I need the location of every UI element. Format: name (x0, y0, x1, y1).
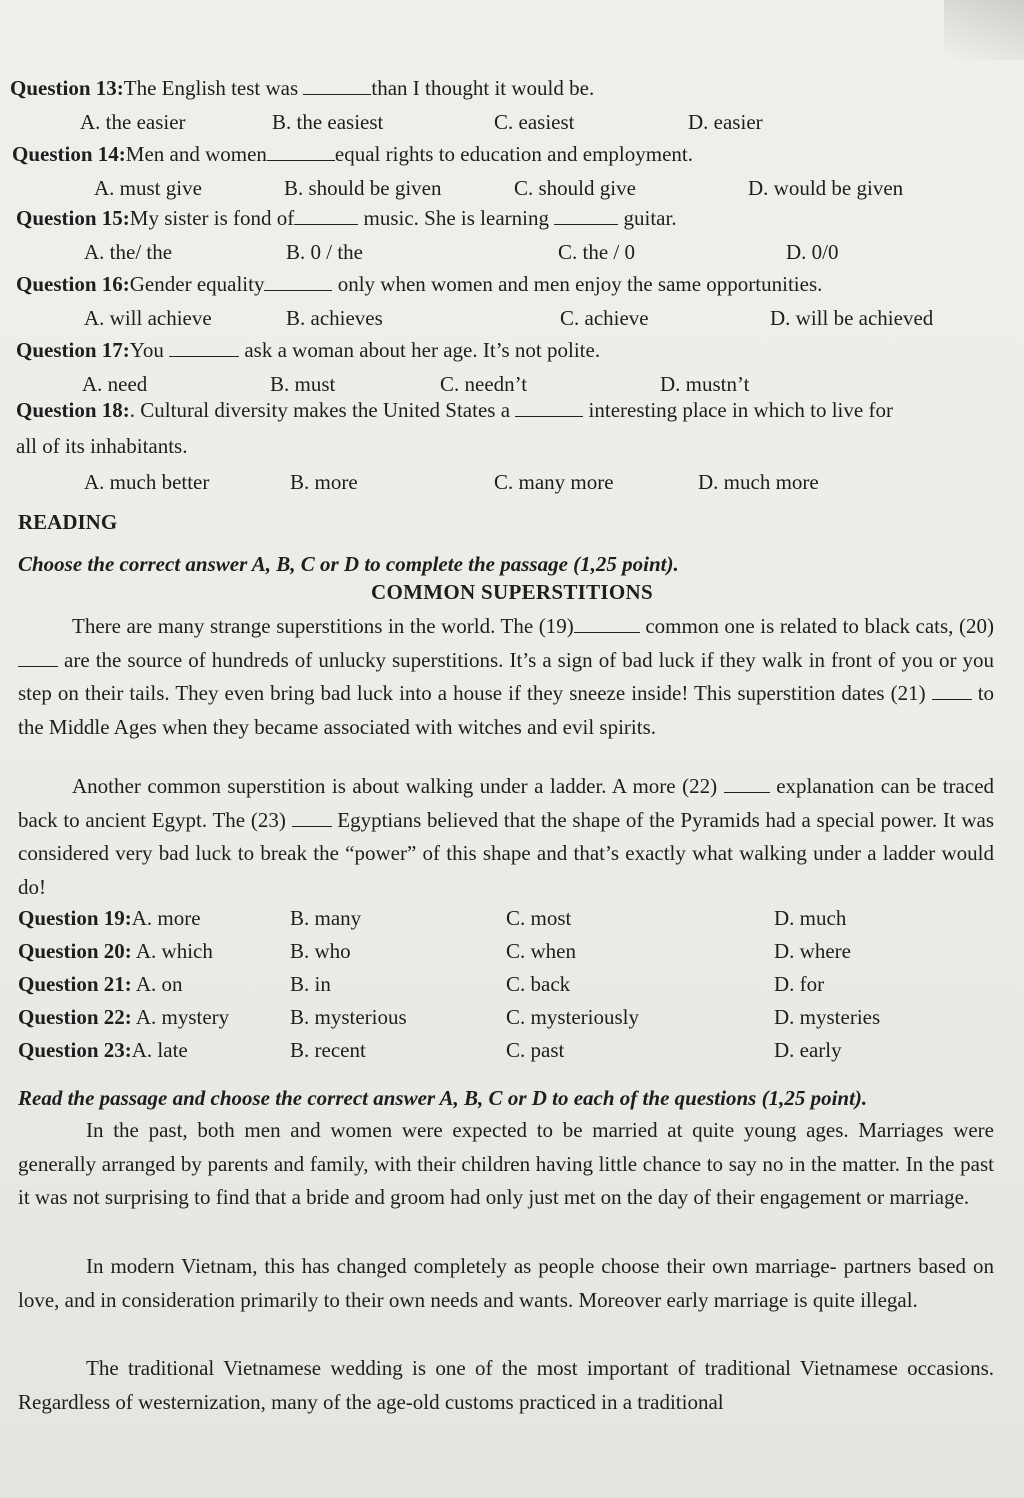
question-stem-pre: Gender equality (129, 272, 265, 296)
question-stem-post: music. She is learning (363, 206, 549, 230)
option-d[interactable]: D. mustn’t (660, 372, 750, 396)
option-c[interactable]: C. should give (514, 176, 636, 200)
option-c[interactable]: C. needn’t (440, 372, 528, 396)
option-a[interactable]: A. more (131, 906, 201, 930)
option-b[interactable]: B. mysterious (290, 1005, 407, 1029)
option-c[interactable]: C. past (506, 1038, 565, 1062)
passage2-paragraph-1: In the past, both men and women were expected to be married at quite young ages. Marriages were generally arranged by parents and family, with their children having little chance to say no in the matter. In the past it was not surprising to find that a bride and groom had only just met on the day of their engagement or marriage. (18, 1118, 994, 1209)
question-stem-pre: My sister is fond of (129, 206, 295, 230)
question-19: Question 19:A. more B. many C. most D. much (18, 906, 847, 930)
option-d[interactable]: D. where (774, 939, 851, 963)
blank-22 (724, 774, 770, 793)
option-c[interactable]: C. achieve (560, 306, 649, 330)
option-a[interactable]: A. late (131, 1038, 188, 1062)
question-14 (0, 140, 1024, 206)
option-b[interactable]: B. 0 / the (286, 240, 363, 264)
question-label: Question 15: (16, 206, 130, 230)
question-label: Question 14: (12, 142, 126, 166)
option-a[interactable]: A. need (82, 372, 148, 396)
question-stem-post: equal rights to education and employment. (334, 142, 693, 166)
option-d[interactable]: D. would be given (748, 176, 904, 200)
question-stem-pre: . Cultural diversity makes the United States a (129, 398, 511, 422)
option-d[interactable]: D. much (774, 906, 847, 930)
passage2-paragraph-2: In modern Vietnam, this has changed completely as people choose their own marriage- partners based on love, and in consideration primarily to their own needs and wants. Moreover early marriage is quite illegal. (18, 1254, 994, 1312)
options-row (0, 110, 1024, 140)
option-b[interactable]: B. recent (290, 1038, 366, 1062)
option-a[interactable]: A. much better (84, 470, 210, 494)
option-d[interactable]: D. will be achieved (770, 306, 934, 330)
option-a[interactable]: A. will achieve (84, 306, 212, 330)
question-label: Question 17: (16, 338, 130, 362)
blank-21 (932, 681, 972, 700)
option-c[interactable]: C. when (506, 939, 576, 963)
question-13 (0, 74, 1024, 140)
option-a[interactable]: A. on (135, 972, 183, 996)
cloze-questions (0, 906, 1024, 1071)
answer-blank (169, 338, 239, 357)
answer-blank (515, 398, 583, 417)
option-c[interactable]: C. many more (494, 470, 614, 494)
page-fold-shadow (944, 0, 1024, 60)
options-row (0, 306, 1024, 336)
question-label: Question 16: (16, 272, 130, 296)
reading-instruction: Choose the correct answer A, B, C or D to complete the passage (1,25 point). (18, 552, 679, 576)
question-stem-pre: You (129, 338, 164, 362)
question-17 (0, 336, 1024, 402)
options-row (0, 240, 1024, 270)
question-22: Question 22: A. mystery B. mysterious C. mysteriously D. mysteries (18, 1005, 881, 1029)
blank-19 (574, 614, 640, 633)
passage-title: COMMON SUPERSTITIONS (371, 580, 653, 604)
question-stem-post: than I thought it would be. (371, 76, 595, 100)
question-stem-post: only when women and men enjoy the same opportunities. (337, 272, 823, 296)
option-a[interactable]: A. must give (94, 176, 202, 200)
option-b[interactable]: B. who (290, 939, 351, 963)
option-d[interactable]: D. much more (698, 470, 819, 494)
question-23: Question 23:A. late B. recent C. past D. early (18, 1038, 842, 1062)
option-d[interactable]: D. 0/0 (786, 240, 839, 264)
option-b[interactable]: B. the easiest (272, 110, 384, 134)
options-row (0, 470, 1024, 500)
question-stem-post: ask a woman about her age. It’s not polite. (244, 338, 601, 362)
option-c[interactable]: C. back (506, 972, 571, 996)
option-d[interactable]: D. mysteries (774, 1005, 881, 1029)
option-d[interactable]: D. early (774, 1038, 842, 1062)
question-15 (0, 204, 1024, 270)
option-b[interactable]: B. in (290, 972, 331, 996)
blank-20 (18, 648, 58, 667)
question-label: Question 18: (16, 398, 130, 422)
question-18 (0, 396, 1024, 500)
question-21: Question 21: A. on B. in C. back D. for (18, 972, 825, 996)
option-b[interactable]: B. must (270, 372, 336, 396)
question-stem-pre: Men and women (125, 142, 267, 166)
option-d[interactable]: D. for (774, 972, 825, 996)
question-label: Question 13: (10, 76, 124, 100)
option-c[interactable]: C. mysteriously (506, 1005, 640, 1029)
option-b[interactable]: B. should be given (284, 176, 442, 200)
option-b[interactable]: B. many (290, 906, 362, 930)
option-c[interactable]: C. most (506, 906, 572, 930)
reading2-instruction: Read the passage and choose the correct answer A, B, C or D to each of the questions (1,25 point). (18, 1086, 868, 1110)
option-c[interactable]: C. the / 0 (558, 240, 635, 264)
passage2-paragraph-3: The traditional Vietnamese wedding is one of the most important of traditional Vietnamese occasions. Regardless of westernization, many of the age-old customs practiced in a traditional (18, 1356, 994, 1414)
question-stem-post: interesting place in which to live for (588, 398, 893, 422)
option-a[interactable]: A. the/ the (84, 240, 173, 264)
answer-blank (294, 206, 358, 225)
question-stem-post-2: guitar. (623, 206, 677, 230)
options-row (0, 176, 1024, 206)
option-b[interactable]: B. more (290, 470, 358, 494)
answer-blank (303, 76, 371, 95)
blank-23 (292, 808, 332, 827)
option-a[interactable]: A. mystery (135, 1005, 230, 1029)
answer-blank (264, 272, 332, 291)
question-20: Question 20: A. which B. who C. when D. where (18, 939, 851, 963)
option-a[interactable]: A. the easier (80, 110, 186, 134)
option-c[interactable]: C. easiest (494, 110, 575, 134)
passage-paragraph-2: Another common superstition is about walking under a ladder. A more (22) explanation can be traced back to ancient Egypt. The (23) Egyptians believed that the shape of the Pyramids had a special power. It was considered very bad luck to break the “power” of this shape and that’s exactly what walking under a ladder would do! (18, 774, 995, 899)
question-stem-continued: all of its inhabitants. (16, 434, 188, 458)
question-16 (0, 270, 1024, 336)
answer-blank-2 (554, 206, 618, 225)
option-b[interactable]: B. achieves (286, 306, 383, 330)
passage-paragraph-1: There are many strange superstitions in the world. The (19) common one is related to black cats, (20) are the source of hundreds of unlucky superstitions. It’s a sign of bad luck if they walk in front of you or you step on their tails. They even bring bad luck into a house if they sneeze inside! This superstition dates (21) to the Middle Ages when they became associated with witches and evil spirits. (18, 614, 995, 739)
option-a[interactable]: A. which (135, 939, 213, 963)
answer-blank (267, 142, 335, 161)
option-d[interactable]: D. easier (688, 110, 763, 134)
reading-heading: READING (18, 510, 118, 534)
question-stem-pre: The English test was (123, 76, 299, 100)
